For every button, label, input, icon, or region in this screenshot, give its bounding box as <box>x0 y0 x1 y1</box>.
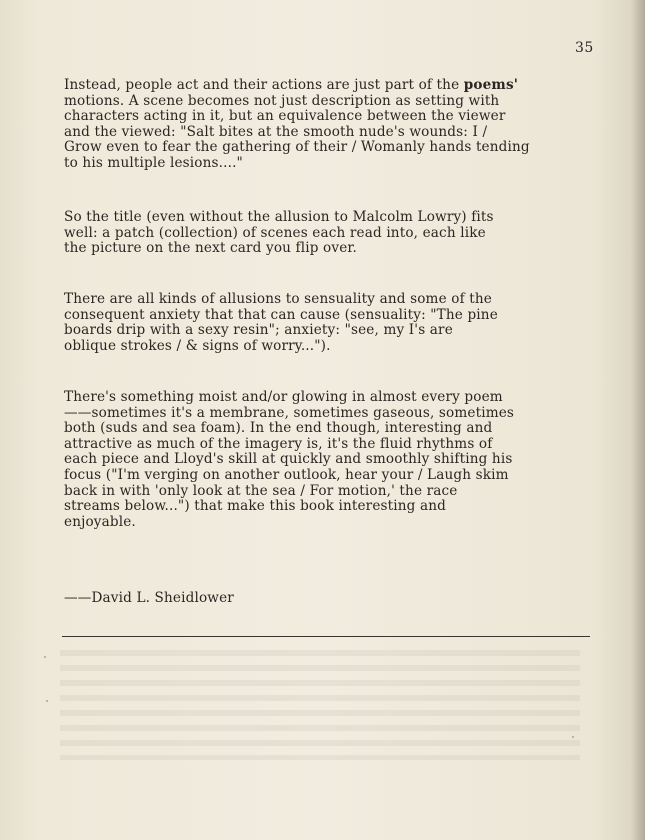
paper-speck <box>44 656 46 658</box>
text-line: characters acting in it, but an equivalence between the viewer <box>64 108 506 125</box>
bleed-through-texture <box>60 650 580 760</box>
bold-word: poems' <box>463 77 519 93</box>
text-line: streams below...") that make this book interesting and <box>64 498 446 515</box>
page-number: 35 <box>575 40 594 56</box>
author-signature: ——David L. Sheidlower <box>64 590 234 606</box>
text-line: and the viewed: "Salt bites at the smooth nude's wounds: I / <box>64 123 488 140</box>
text-line: well: a patch (collection) of scenes each read into, each like <box>64 224 486 241</box>
text-line: ——sometimes it's a membrane, sometimes gaseous, sometimes <box>64 404 515 421</box>
binding-shadow <box>631 0 645 840</box>
horizontal-rule <box>62 636 590 637</box>
paragraph-1 <box>64 78 610 172</box>
text-line: There are all kinds of allusions to sensuality and some of the <box>64 291 492 307</box>
text-line-segment: Instead, people act and their actions are just part of the <box>64 77 464 93</box>
text-line: the picture on the next card you flip over. <box>64 240 358 257</box>
paper-speck <box>572 736 574 738</box>
text-line <box>64 78 610 94</box>
text-line: back in with 'only look at the sea / For motion,' the race <box>64 482 458 499</box>
text-line: So the title (even without the allusion to Malcolm Lowry) fits <box>64 209 494 225</box>
text-line: There's something moist and/or glowing in almost every poem <box>64 389 503 405</box>
paragraph-2 <box>64 210 610 257</box>
paper-speck <box>46 700 48 702</box>
paragraph-3 <box>64 292 610 354</box>
paragraph-4 <box>64 390 610 530</box>
text-line: to his multiple lesions...." <box>64 154 243 171</box>
text-line: consequent anxiety that that can cause (sensuality: "The pine <box>64 306 498 323</box>
text-line: enjoyable. <box>64 513 136 530</box>
text-line: Grow even to fear the gathering of their / Womanly hands tending <box>64 139 530 156</box>
text-line: both (suds and sea foam). In the end though, interesting and <box>64 420 493 437</box>
text-line: each piece and Lloyd's skill at quickly and smoothly shifting his <box>64 451 513 468</box>
text-line: focus ("I'm verging on another outlook, hear your / Laugh skim <box>64 466 509 483</box>
text-line: attractive as much of the imagery is, it's the fluid rhythms of <box>64 435 493 452</box>
text-line: boards drip with a sexy resin"; anxiety: "see, my I's are <box>64 322 453 339</box>
text-line: motions. A scene becomes not just description as setting with <box>64 92 500 109</box>
text-line: oblique strokes / & signs of worry..."). <box>64 337 331 354</box>
